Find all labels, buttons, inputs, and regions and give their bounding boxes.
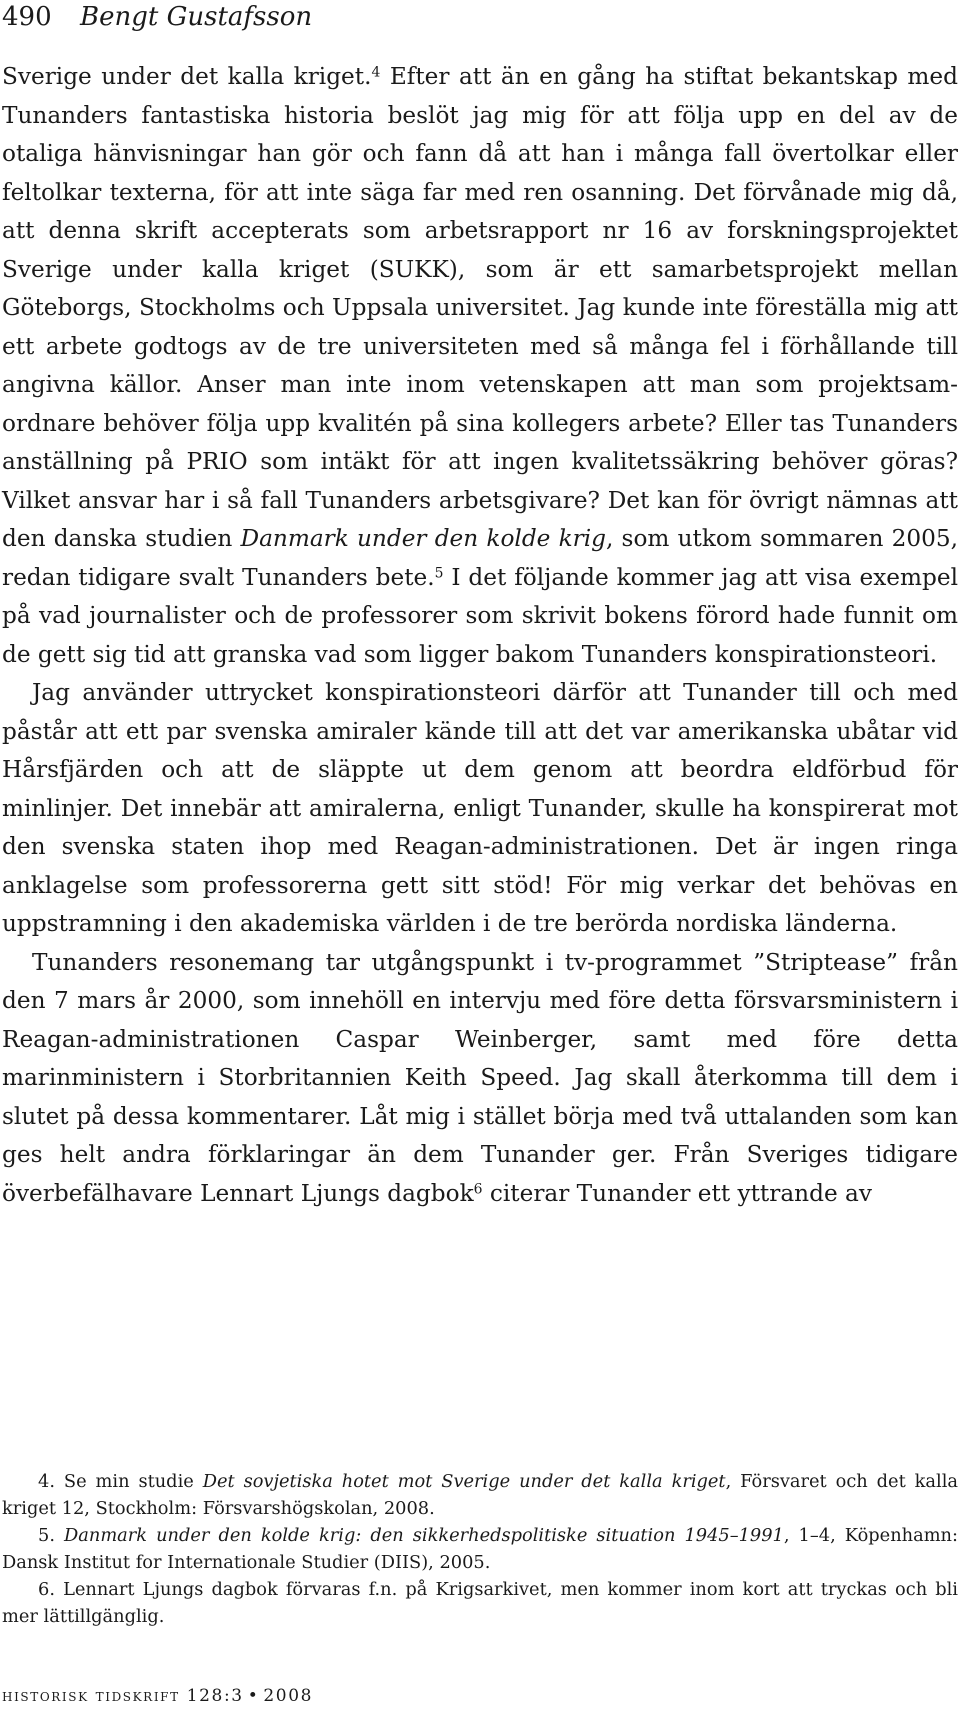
journal-issue: 128:3 [186, 1686, 244, 1706]
footer-separator: • [247, 1686, 260, 1706]
paragraph-1: Sverige under det kalla kriget.$^4$ Efter att än en gång ha stiftat bekantskap med Tunanders fantastiska historia beslöt jag mig för att följa upp en del av de otaliga hänvisningar han gör och fann då att han i många fall övertolkar eller feltolkar texterna, för att inte säga far med ren osanning. Det förvånade mig då, att denna skrift accepterats som arbetsrapport nr 16 av forskningsprojektet Sverige under kalla kriget (SUKK), som är ett samarbetsprojekt mellan Göteborgs, Stockholms och Uppsala universitet. Jag kunde inte föreställa mig att ett arbete godtogs av de tre universiteten med så många fel i förhållande till angivna källor. Anser man inte inom vetenskapen att man som projektsamordnare behöver följa upp kvalitén på sina kollegers arbete? Eller tas Tunanders anställning på PRIO som intäkt för att ingen kvalitetssäkring behöver göras? Vilket ansvar har i så fall Tunanders arbetsgivare? Det kan för övrigt nämnas att den danska studien Danmark under den kolde krig, som utkom sommaren 2005, redan tidigare svalt Tunanders bete.$^5$ I det följande kommer jag att visa exempel på vad journalister och de professorer som skrivit bokens förord hade funnit om de gett sig tid att granska vad som ligger bakom Tunanders konspirationsteori. [2, 63, 958, 668]
footnote-5: 5. Danmark under den kolde krig: den sikkerhedspolitiske situation 1945–1991, 1–4, Köpenhamn: Dansk Institut for Internationale Studier (DIIS), 2005. [2, 1525, 958, 1573]
running-author: Bengt Gustafsson [80, 2, 313, 32]
italic-title: Danmark under den kolde krig [240, 525, 606, 552]
footnote-ref-4[interactable]: 4 [371, 64, 381, 81]
paragraph-3: Tunanders resonemang tar utgångspunkt i tv-programmet ”Striptease” från den 7 mars år 2000, som innehöll en intervju med före detta försvarsministern i Reagan-administrationen Caspar Weinberger, samt med före detta marinministern i Storbritannien Keith Speed. Jag skall återkomma till dem i slutet på dessa kommentarer. Låt mig i stället börja med två uttalanden som kan ges helt andra förklaringar än dem Tunander ger. Från Sveriges tidigare överbefälhavare Lennart Ljungs dagbok$^6$ citerar Tunander ett yttrande av [2, 948, 958, 1207]
journal-year: 2008 [263, 1686, 314, 1706]
page-number: 490 [2, 2, 52, 32]
footnote-4: 4. Se min studie Det sovjetiska hotet mot Sverige under det kalla kriget, Försvaret och det kalla kriget 12, Stockholm: Försvarshögskolan, 2008. [2, 1471, 958, 1519]
journal-name: historisk tidskrift [2, 1686, 180, 1706]
main-text [2, 58, 958, 1213]
footnote-ref-6[interactable]: 6 [473, 1180, 483, 1197]
running-header [2, 0, 312, 34]
footnotes [2, 1468, 958, 1630]
footnote-ref-5[interactable]: 5 [434, 564, 444, 581]
footnote-6: 6. Lennart Ljungs dagbok förvaras f.n. på Krigsarkivet, men kommer inom kort att tryckas och bli mer lättillgänglig. [2, 1579, 958, 1627]
paragraph-2: Jag använder uttrycket konspirationsteori därför att Tunander till och med påstår att ett par svenska amiraler kände till att det var amerikanska ubåtar vid Hårsfjärden och att de släppte ut dem genom att beordra eldförbud för minlinjer. Det innebär att amiralerna, enligt Tunander, skulle ha konspirerat mot den svenska staten ihop med Reagan-administrationen. Det är ingen ringa anklagelse som professorerna gett sitt stöd! För mig verkar det behövas en uppstramning i den akademiska världen i de tre berörda nordiska länderna. [2, 679, 958, 937]
running-footer [2, 1685, 313, 1707]
